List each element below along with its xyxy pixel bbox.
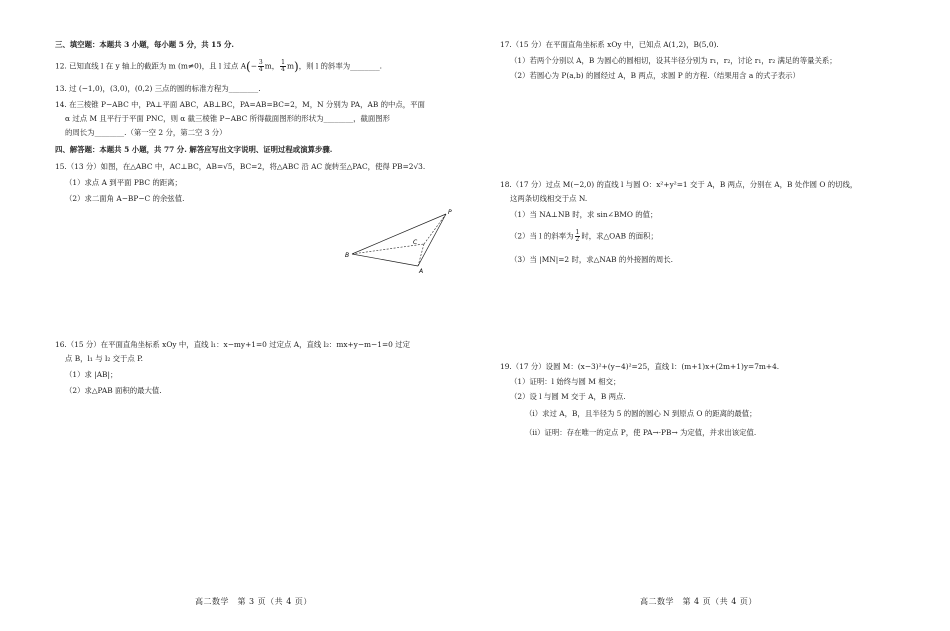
section4-heading: 四、解答题：本题共 5 小题，共 77 分. 解答应写出文字说明、证明过程或演算步骤. <box>55 145 333 154</box>
question-16-part1: （1）求 |AB|； <box>65 370 118 379</box>
label-b: B <box>345 252 350 259</box>
q18-frac: $\frac{1}{2}$ <box>575 229 580 243</box>
question-14-line2: α 过点 M 且平行于平面 PNC，则 α 截三棱锥 P−ABC 所得截面图形的形状为________，截面图形 <box>65 114 391 123</box>
question-14-line1: 14. 在三棱锥 P−ABC 中，PA⊥平面 ABC，AB⊥BC，PA=AB=BC=2，M，N 分别为 PA，AB 的中点，平面 <box>55 100 425 109</box>
question-15-part1: （1）求点 A 到平面 PBC 的距离； <box>65 178 182 187</box>
question-18-part1: （1）当 NA⊥NB 时，求 sin∠BMO 的值； <box>510 210 658 219</box>
section3-heading: 三、填空题：本题共 3 小题，每小题 5 分，共 15 分. <box>55 40 235 49</box>
question-15-part2: （2）求二面角 A−BP−C 的余弦值. <box>65 194 185 203</box>
page-4 <box>475 0 950 631</box>
question-17-part1: （1）若两个分别以 A，B 为圆心的圆相切，设其半径分别为 r₁，r₂，讨论 r₁，r₂ 满足的等量关系； <box>510 56 837 65</box>
edge-ca <box>418 244 424 266</box>
tetrahedron-svg <box>338 206 458 276</box>
question-17-part2: （2）若圆心为 P(a,b) 的圆经过 A，B 两点，求圆 P 的方程.（结果用含 a 的式子表示） <box>510 71 800 80</box>
page-footer-right: 高二数学 第 4 页（共 4 页） <box>640 597 757 606</box>
question-16-line2: 点 B，l₁ 与 l₂ 交于点 P. <box>65 354 143 363</box>
question-16-line1: 16.（15 分）在平面直角坐标系 xOy 中，直线 l₁：x−my+1=0 过定点 A，直线 l₂：mx+y−m−1=0 过定 <box>55 340 410 349</box>
question-15-line1: 15.（13 分）如图，在△ABC 中，AC⊥BC，AB=√5，BC=2，将△ABC 沿 AC 旋转至△PAC，使得 PB=2√3. <box>55 162 426 171</box>
question-18-line2: 这两条切线相交于点 N. <box>510 194 588 203</box>
page-footer-left: 高二数学 第 3 页（共 4 页） <box>195 597 312 606</box>
question-18-part2: （2）当 l 的斜率为 $\frac{1}{2}$ 时，求△OAB 的面积； <box>510 229 658 243</box>
question-19-sub1: （i）求过 A，B，且半径为 5 的圆的圆心 N 到原点 O 的距离的最值； <box>525 409 757 418</box>
q12-frac2: $\frac{1}{4}$ <box>281 59 285 73</box>
q12-text-a: 12. 已知直线 l 在 y 轴上的截距为 m (m≠0)，且 l 过点 A <box>55 61 247 71</box>
question-17-line1: 17.（15 分）在平面直角坐标系 xOy 中，已知点 A(1,2)，B(5,0). <box>500 40 719 49</box>
question-19-line1: 19.（17 分）设圆 M：(x−3)²+(y−4)²=25，直线 l：(m+1)x+(2m+1)y=7m+4. <box>500 362 780 371</box>
edge-ap <box>418 214 446 266</box>
q12-frac1: $\frac{3}{4}$ <box>258 59 263 73</box>
edge-ba <box>352 254 418 266</box>
label-c: C <box>413 239 418 246</box>
question-18-line1: 18.（17 分）过点 M(−2,0) 的直线 l 与圆 O：x²+y²=1 交于 A，B 两点，分别在 A，B 处作圆 O 的切线， <box>500 180 858 189</box>
question-19-part1: （1）证明：l 始终与圆 M 相交； <box>510 377 621 386</box>
question-13: 13. 过 (−1,0)，(3,0)，(0,2) 三点的圆的标准方程为________. <box>55 84 261 93</box>
question-19-part2: （2）设 l 与圆 M 交于 A，B 两点. <box>510 392 626 401</box>
tetrahedron-figure <box>338 206 458 276</box>
question-16-part2: （2）求△PAB 面积的最大值. <box>65 386 162 395</box>
edge-bp <box>352 214 446 254</box>
question-19-sub2: （ii）证明：存在唯一的定点 P，使 PA→·PB→ 为定值，并求出该定值. <box>525 428 757 437</box>
label-p: P <box>448 209 452 216</box>
question-14-line3: 的周长为________.（第一空 2 分，第二空 3 分） <box>65 128 227 137</box>
q12-text-b: ，则 l 的斜率为________. <box>298 61 383 71</box>
label-a: A <box>419 268 424 275</box>
question-12: 12. 已知直线 l 在 y 轴上的截距为 m (m≠0)，且 l 过点 A(− $\frac{3}{4}$ m， $\frac{1}{4}$ m)，则 l 的斜率为________. <box>55 59 383 74</box>
question-18-part3: （3）当 |MN|=2 时，求△NAB 的外接圆的周长. <box>510 255 674 264</box>
